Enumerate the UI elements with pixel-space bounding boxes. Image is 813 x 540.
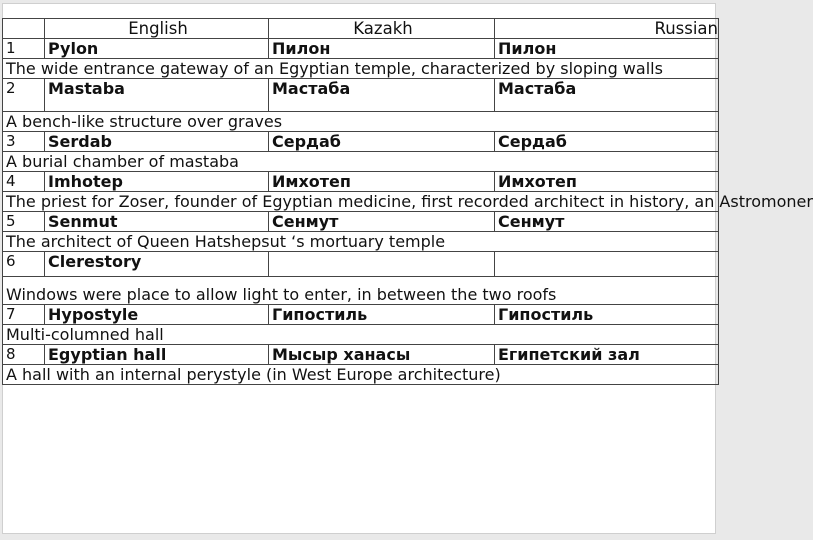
- header-num-cell: [3, 19, 45, 39]
- term-english: Hypostyle: [45, 305, 269, 325]
- term-kazakh: [269, 252, 495, 277]
- header-kazakh: Kazakh: [269, 19, 495, 39]
- term-english: Serdab: [45, 132, 269, 152]
- term-kazakh: Сенмут: [269, 212, 495, 232]
- term-kazakh: Мастаба: [269, 79, 495, 112]
- definition-row: [3, 325, 719, 345]
- term-kazakh: Гипостиль: [269, 305, 495, 325]
- row-number: 1: [3, 39, 45, 59]
- row-number: 6: [3, 252, 45, 277]
- term-kazakh: Пилон: [269, 39, 495, 59]
- row-number: 5: [3, 212, 45, 232]
- definition-text: The wide entrance gateway of an Egyptian temple, characterized by sloping walls: [3, 59, 719, 79]
- glossary-table: [2, 18, 813, 385]
- term-russian: [495, 252, 719, 277]
- term-row: [3, 172, 719, 192]
- row-number: 3: [3, 132, 45, 152]
- definition-text: A bench-like structure over graves: [3, 112, 719, 132]
- term-russian: Мастаба: [495, 79, 719, 112]
- term-russian: Имхотеп: [495, 172, 719, 192]
- definition-row: [3, 365, 719, 385]
- term-english: Pylon: [45, 39, 269, 59]
- term-kazakh: Мысыр ханасы: [269, 345, 495, 365]
- term-row: [3, 212, 719, 232]
- definition-row: [3, 112, 719, 132]
- definition-text: The architect of Queen Hatshepsut ‘s mortuary temple: [3, 232, 719, 252]
- header-english: English: [45, 19, 269, 39]
- definition-text: The priest for Zoser, founder of Egyptian medicine, first recorded architect in history, an Astromoner: [3, 192, 719, 212]
- definition-text: Windows were place to allow light to enter, in between the two roofs: [3, 277, 719, 305]
- row-number: 8: [3, 345, 45, 365]
- term-english: Clerestory: [45, 252, 269, 277]
- definition-text: A hall with an internal perystyle (in West Europe architecture): [3, 365, 719, 385]
- term-russian: Пилон: [495, 39, 719, 59]
- term-english: Senmut: [45, 212, 269, 232]
- term-row: [3, 305, 719, 325]
- term-english: Egyptian hall: [45, 345, 269, 365]
- term-russian: Гипостиль: [495, 305, 719, 325]
- term-kazakh: Имхотеп: [269, 172, 495, 192]
- row-number: 2: [3, 79, 45, 112]
- definition-text: Multi-columned hall: [3, 325, 719, 345]
- definition-row: [3, 232, 719, 252]
- term-kazakh: Сердаб: [269, 132, 495, 152]
- term-row: [3, 79, 719, 112]
- definition-row: [3, 192, 719, 212]
- term-row: [3, 252, 719, 277]
- header-russian: Russian: [495, 19, 719, 39]
- term-russian: Египетский зал: [495, 345, 719, 365]
- term-row: [3, 132, 719, 152]
- term-english: Imhotep: [45, 172, 269, 192]
- definition-row: [3, 152, 719, 172]
- definition-row: [3, 59, 719, 79]
- term-row: [3, 39, 719, 59]
- term-russian: Сенмут: [495, 212, 719, 232]
- row-number: 4: [3, 172, 45, 192]
- term-russian: Сердаб: [495, 132, 719, 152]
- term-english: Mastaba: [45, 79, 269, 112]
- definition-row: [3, 277, 719, 305]
- header-row: [3, 19, 719, 39]
- term-row: [3, 345, 719, 365]
- definition-text: A burial chamber of mastaba: [3, 152, 719, 172]
- row-number: 7: [3, 305, 45, 325]
